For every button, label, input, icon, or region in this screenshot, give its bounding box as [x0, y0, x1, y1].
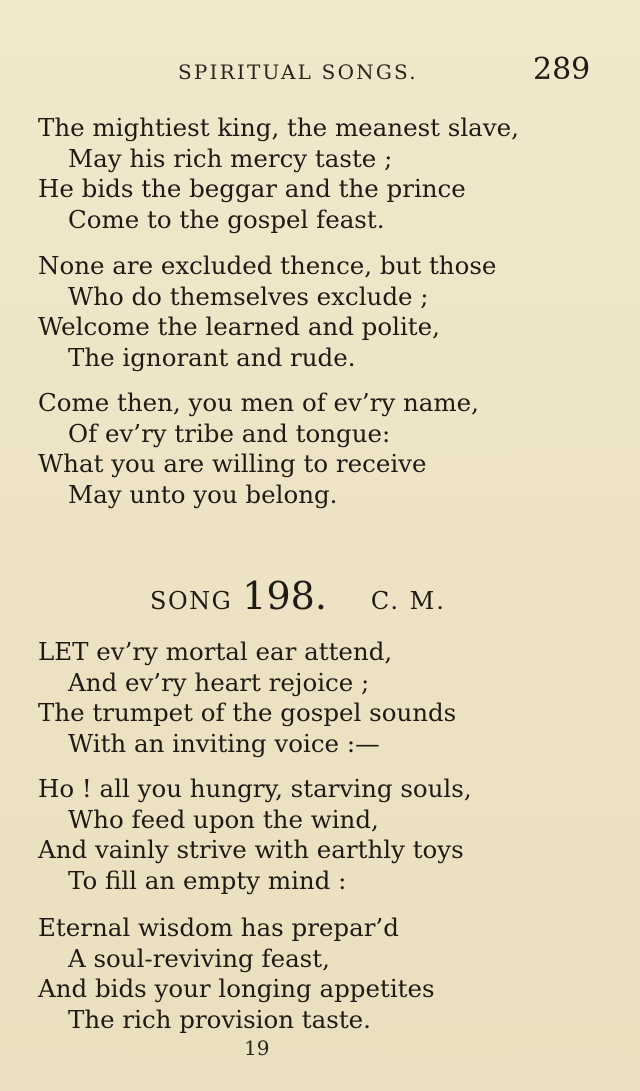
stanza	[38, 913, 618, 1035]
verse-line: Ho ! all you hungry, starving souls,	[38, 774, 472, 803]
song-label: SONG	[150, 587, 233, 615]
verse-line: Come to the gospel feast.	[68, 204, 385, 234]
song-heading	[150, 574, 446, 618]
verse-line: And vainly strive with earthly toys	[38, 835, 464, 864]
stanza	[38, 388, 618, 510]
verse-line: The rich provision taste.	[68, 1004, 371, 1034]
verse-line: The trumpet of the gospel sounds	[38, 698, 457, 727]
stanza	[38, 774, 618, 896]
verse-line: To fill an empty mind :	[68, 865, 347, 895]
verse-line: Eternal wisdom has prepar’d	[38, 913, 399, 942]
verse-line: The ignorant and rude.	[68, 342, 356, 372]
verse-line: LET ev’ry mortal ear attend,	[38, 637, 393, 666]
verse-line: Of ev’ry tribe and tongue:	[68, 418, 391, 448]
song-meter: C. M.	[370, 587, 446, 615]
verse-line: Come then, you men of ev’ry name,	[38, 388, 479, 417]
stanza	[38, 113, 618, 235]
verse-line: May his rich mercy taste ;	[68, 143, 393, 173]
verse-line: None are excluded thence, but those	[38, 251, 497, 280]
verse-line: And bids your longing appetites	[38, 974, 435, 1003]
verse-line: Who feed upon the wind,	[68, 804, 379, 834]
stanza	[38, 251, 618, 373]
stanza	[38, 637, 618, 759]
signature-mark: 19	[244, 1036, 270, 1060]
verse-line: A soul-reviving feast,	[68, 943, 330, 973]
song-number: 198.	[242, 574, 327, 618]
verse-line: May unto you belong.	[68, 479, 338, 509]
verse-line: What you are willing to receive	[38, 449, 427, 478]
verse-line: Who do themselves exclude ;	[68, 281, 429, 311]
verse-line: With an inviting voice :—	[68, 728, 380, 758]
page-number: 289	[533, 52, 591, 87]
running-title: SPIRITUAL SONGS.	[178, 60, 418, 84]
verse-line: Welcome the learned and polite,	[38, 312, 440, 341]
verse-line: The mightiest king, the meanest slave,	[38, 113, 519, 142]
verse-line: He bids the beggar and the prince	[38, 174, 466, 203]
verse-line: And ev’ry heart rejoice ;	[68, 667, 370, 697]
